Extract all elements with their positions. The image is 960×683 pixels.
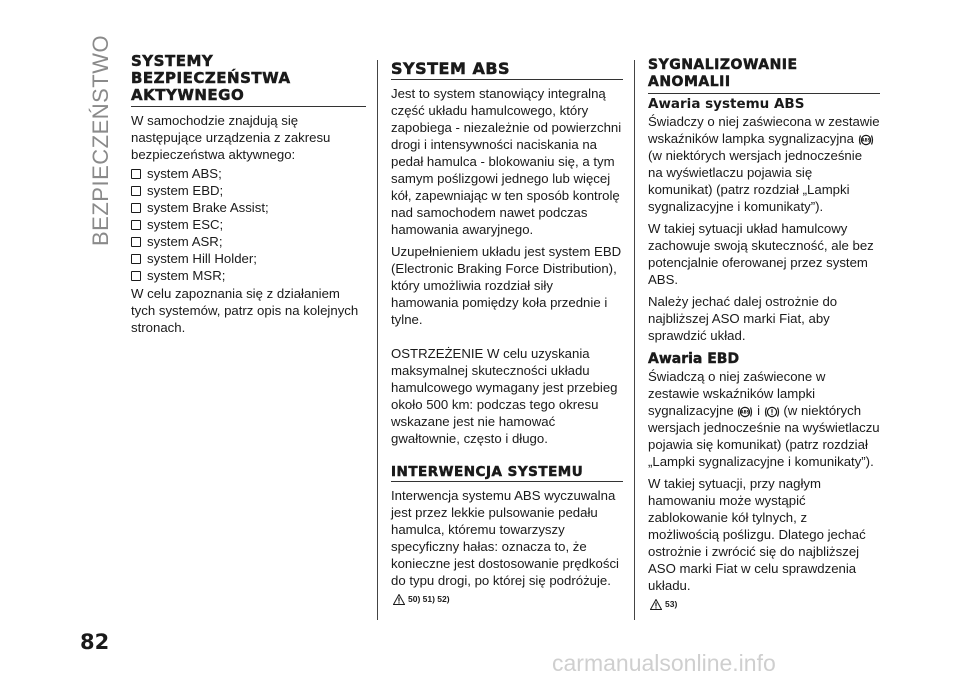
- warning-triangle-icon: [393, 594, 405, 605]
- watermark: carmanualsonline.info: [552, 650, 776, 676]
- column-divider-1: [377, 60, 378, 620]
- list-item: system EBD;: [131, 182, 366, 199]
- section-side-label: BEZPIECZEŃSTWO: [88, 34, 113, 246]
- list-item: system ABS;: [131, 165, 366, 182]
- warning-paragraph: OSTRZEŻENIE W celu uzyskania maksymalnej skuteczności układu hamulcowego wymagany jest przebieg około 500 km: podczas tego okresu wskazane jest nie hamować gwałtownie, często i długo.: [391, 346, 618, 446]
- list-item: system ESC;: [131, 216, 366, 233]
- list-item: system Hill Holder;: [131, 250, 366, 267]
- svg-text:ABS: ABS: [861, 137, 871, 143]
- list-item: system Brake Assist;: [131, 199, 366, 216]
- list-item: system ASR;: [131, 233, 366, 250]
- list-item: system MSR;: [131, 267, 366, 284]
- ebd-failure-text-1: Świadczą o niej zaświecone w zestawie wskaźników lampki sygnalizacyjne ABS i (w niektórych wersjach jednocześnie na wyświetlaczu pojawia się komunikat) (patrz rozdział „Lampki sygnalizacyjne i komunikaty”).: [648, 369, 880, 469]
- square-bullet-icon: [131, 237, 141, 247]
- warning-refs: 50) 51) 52): [391, 591, 623, 608]
- column-abs-system: [391, 60, 623, 608]
- svg-text:ABS: ABS: [740, 409, 750, 415]
- square-bullet-icon: [131, 203, 141, 213]
- systems-list: [131, 165, 366, 284]
- abs-warning-light-icon: [858, 133, 874, 147]
- brake-warning-light-icon: [764, 405, 780, 419]
- square-bullet-icon: [131, 220, 141, 230]
- outro-text: W celu zapoznania się z działaniem tych systemów, patrz opis na kolejnych stronach.: [131, 286, 359, 335]
- intervention-text: Interwencja systemu ABS wyczuwalna jest przez lekkie pulsowanie pedału hamulca, któremu towarzyszy specyficzny hałas: oznacza to, że konieczne jest dostosowanie prędkości do typu drogi, po której się podróżuje.: [391, 488, 619, 588]
- anomaly-title: SYGNALIZOWANIE ANOMALII: [648, 57, 798, 90]
- warning-triangle-icon: [650, 599, 662, 610]
- title-rule: [648, 93, 880, 94]
- ebd-description: Uzupełnieniem układu jest system EBD (Electronic Braking Force Distribution), który umożliwia rozdział siły hamowania pomiędzy koła przednie i tylne.: [391, 244, 622, 327]
- intervention-title: INTERWENCJA SYSTEMU: [391, 464, 584, 480]
- column-anomaly-signalling: [648, 57, 880, 613]
- subtitle-rule: [391, 481, 623, 482]
- square-bullet-icon: [131, 254, 141, 264]
- abs-description: Jest to system stanowiący integralną część układu hamulcowego, który zapobiega - niezależnie od powierzchni drogi i intensywności naciskania na pedał hamulca - blokowaniu się, a tym samym poślizgowi jednego lub więcej kół, zapewniając w ten sposób kontrolę nad samochodem nawet podczas hamowania awaryjnego.: [391, 86, 622, 237]
- column-divider-2: [634, 60, 635, 620]
- active-safety-title: SYSTEMY BEZPIECZEŃSTWA AKTYWNEGO: [131, 52, 291, 104]
- page-number: 82: [80, 630, 110, 654]
- warning-refs: 53): [648, 596, 880, 613]
- square-bullet-icon: [131, 186, 141, 196]
- abs-failure-text-2: W takiej sytuacji układ hamulcowy zachowuje swoją skuteczność, ale bez potencjalnie oferowanej przez system ABS.: [648, 221, 874, 287]
- abs-failure-text-1: Świadczy o niej zaświecona w zestawie wskaźników lampka sygnalizacyjna ABS (w niektórych wersjach jednocześnie na wyświetlaczu pojawia się komunikat) (patrz rozdział „Lampki sygnalizacyjne i komunikaty”).: [648, 114, 880, 214]
- abs-failure-text-3: Należy jechać dalej ostrożnie do najbliższej ASO marki Fiat, aby sprawdzić układ.: [648, 294, 838, 343]
- title-rule: [131, 106, 366, 107]
- ebd-failure-text-2: W takiej sytuacji, przy nagłym hamowaniu może wystąpić zablokowanie kół tylnych, z możliwością poślizgu. Dlatego jechać ostrożnie i zwrócić się do najbliższej ASO marki Fiat w celu sprawdzenia układu.: [648, 476, 866, 593]
- square-bullet-icon: [131, 169, 141, 179]
- intro-text: W samochodzie znajdują się następujące urządzenia z zakresu bezpieczeństwa aktywnego:: [131, 113, 331, 162]
- abs-warning-light-icon: [737, 405, 753, 419]
- abs-title: SYSTEM ABS: [391, 59, 511, 78]
- ebd-failure-heading: Awaria EBD: [648, 351, 740, 367]
- column-active-safety: [131, 53, 366, 341]
- title-rule: [391, 79, 623, 80]
- square-bullet-icon: [131, 271, 141, 281]
- abs-failure-heading: Awaria systemu ABS: [648, 96, 805, 112]
